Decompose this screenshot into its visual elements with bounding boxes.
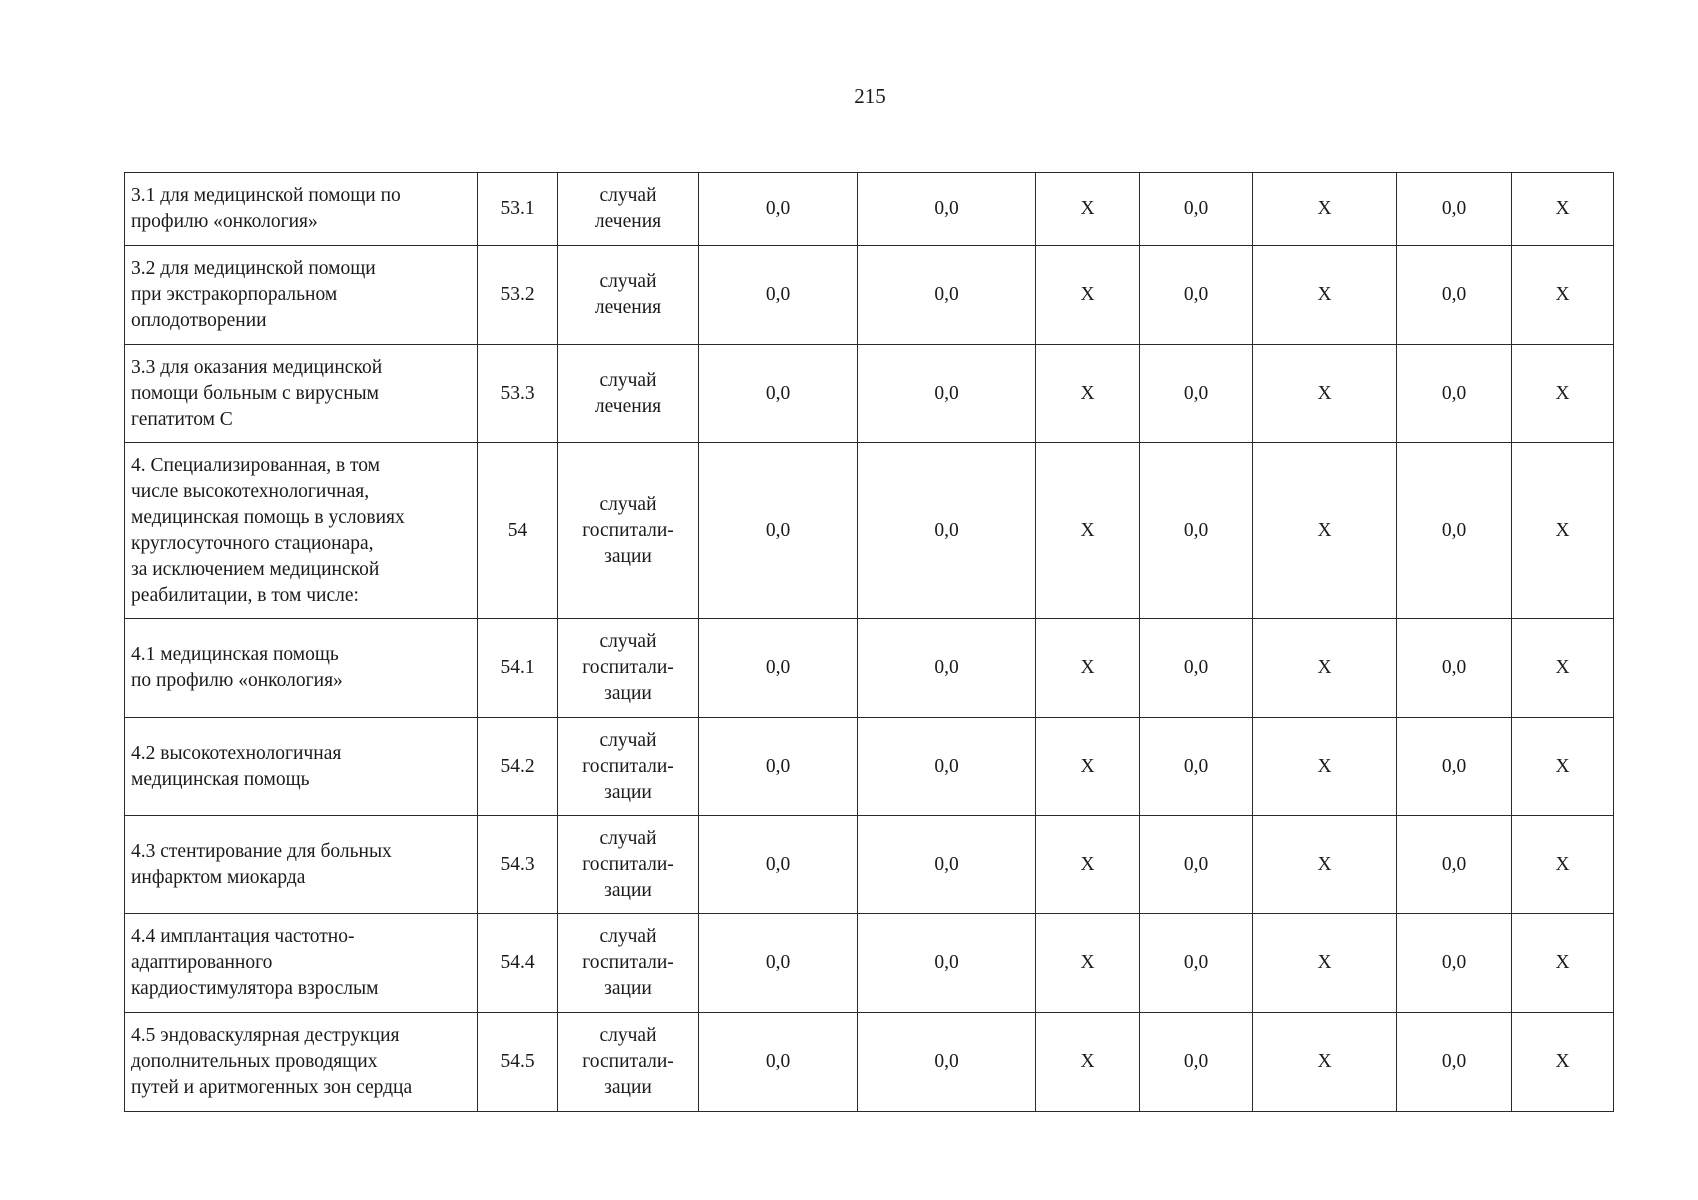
value-cell: X <box>1253 619 1397 718</box>
value-cell: 0,0 <box>858 619 1036 718</box>
value-cell: 0,0 <box>1140 345 1253 443</box>
value-cell: X <box>1036 914 1140 1013</box>
row-unit: случай госпитали- зации <box>558 816 699 914</box>
value-cell: 0,0 <box>1140 246 1253 345</box>
row-code: 54 <box>478 443 558 619</box>
value-cell: X <box>1512 345 1614 443</box>
value-cell: 0,0 <box>1397 173 1512 246</box>
table-row <box>125 443 1614 619</box>
value-cell: X <box>1036 619 1140 718</box>
value-cell: 0,0 <box>1140 914 1253 1013</box>
value-cell: X <box>1512 914 1614 1013</box>
value-cell: 0,0 <box>858 246 1036 345</box>
value-cell: X <box>1512 619 1614 718</box>
row-name: 3.2 для медицинской помощи при экстракорпоральном оплодотворении <box>125 246 478 345</box>
value-cell: 0,0 <box>858 914 1036 1013</box>
row-name: 4.2 высокотехнологичная медицинская помощь <box>125 718 478 816</box>
value-cell: X <box>1253 1013 1397 1112</box>
value-cell: 0,0 <box>1140 1013 1253 1112</box>
row-unit: случай лечения <box>558 345 699 443</box>
row-name: 4.3 стентирование для больных инфарктом миокарда <box>125 816 478 914</box>
value-cell: X <box>1253 246 1397 345</box>
row-unit: случай лечения <box>558 173 699 246</box>
value-cell: 0,0 <box>1140 173 1253 246</box>
table-row <box>125 816 1614 914</box>
value-cell: X <box>1036 718 1140 816</box>
value-cell: 0,0 <box>1140 619 1253 718</box>
row-name: 4.5 эндоваскулярная деструкция дополнительных проводящих путей и аритмогенных зон сердца <box>125 1013 478 1112</box>
value-cell: X <box>1253 718 1397 816</box>
value-cell: 0,0 <box>1397 718 1512 816</box>
value-cell: 0,0 <box>1397 246 1512 345</box>
value-cell: 0,0 <box>699 443 858 619</box>
value-cell: X <box>1253 914 1397 1013</box>
row-unit: случай госпитали- зации <box>558 443 699 619</box>
table-row <box>125 619 1614 718</box>
row-code: 53.2 <box>478 246 558 345</box>
row-unit: случай госпитали- зации <box>558 914 699 1013</box>
table-row <box>125 345 1614 443</box>
value-cell: 0,0 <box>1140 443 1253 619</box>
value-cell: 0,0 <box>1397 1013 1512 1112</box>
value-cell: 0,0 <box>699 246 858 345</box>
value-cell: 0,0 <box>1397 619 1512 718</box>
row-code: 54.1 <box>478 619 558 718</box>
row-unit: случай госпитали- зации <box>558 1013 699 1112</box>
row-code: 54.4 <box>478 914 558 1013</box>
row-unit: случай госпитали- зации <box>558 619 699 718</box>
value-cell: 0,0 <box>699 173 858 246</box>
table-row <box>125 914 1614 1013</box>
value-cell: 0,0 <box>699 718 858 816</box>
value-cell: 0,0 <box>858 1013 1036 1112</box>
value-cell: 0,0 <box>699 619 858 718</box>
value-cell: 0,0 <box>699 914 858 1013</box>
table-row <box>125 718 1614 816</box>
row-code: 54.3 <box>478 816 558 914</box>
value-cell: 0,0 <box>699 816 858 914</box>
value-cell: 0,0 <box>1397 443 1512 619</box>
row-code: 54.2 <box>478 718 558 816</box>
value-cell: 0,0 <box>1140 718 1253 816</box>
value-cell: 0,0 <box>858 173 1036 246</box>
value-cell: 0,0 <box>858 718 1036 816</box>
value-cell: X <box>1512 443 1614 619</box>
table-row <box>125 173 1614 246</box>
value-cell: X <box>1512 246 1614 345</box>
value-cell: 0,0 <box>1397 914 1512 1013</box>
value-cell: 0,0 <box>858 345 1036 443</box>
value-cell: X <box>1253 345 1397 443</box>
value-cell: 0,0 <box>858 443 1036 619</box>
value-cell: 0,0 <box>699 1013 858 1112</box>
row-name: 4. Специализированная, в том числе высокотехнологичная, медицинская помощь в условиях круглосуточного стационара, за исключением медицинской реабилитации, в том числе: <box>125 443 478 619</box>
row-name: 4.1 медицинская помощь по профилю «онкология» <box>125 619 478 718</box>
row-code: 53.3 <box>478 345 558 443</box>
table-row <box>125 1013 1614 1112</box>
value-cell: X <box>1512 173 1614 246</box>
data-table <box>124 172 1614 1112</box>
row-name: 3.1 для медицинской помощи по профилю «онкология» <box>125 173 478 246</box>
table-row <box>125 246 1614 345</box>
value-cell: 0,0 <box>1397 816 1512 914</box>
row-name: 3.3 для оказания медицинской помощи больным с вирусным гепатитом С <box>125 345 478 443</box>
value-cell: X <box>1036 246 1140 345</box>
page-number: 215 <box>854 84 886 108</box>
value-cell: X <box>1036 443 1140 619</box>
value-cell: X <box>1253 173 1397 246</box>
value-cell: X <box>1036 173 1140 246</box>
value-cell: X <box>1036 1013 1140 1112</box>
value-cell: X <box>1512 1013 1614 1112</box>
value-cell: X <box>1036 816 1140 914</box>
row-name: 4.4 имплантация частотно- адаптированного кардиостимулятора взрослым <box>125 914 478 1013</box>
value-cell: 0,0 <box>1140 816 1253 914</box>
row-unit: случай лечения <box>558 246 699 345</box>
value-cell: X <box>1253 443 1397 619</box>
value-cell: 0,0 <box>1397 345 1512 443</box>
row-code: 54.5 <box>478 1013 558 1112</box>
value-cell: X <box>1512 718 1614 816</box>
row-code: 53.1 <box>478 173 558 246</box>
row-unit: случай госпитали- зации <box>558 718 699 816</box>
value-cell: 0,0 <box>858 816 1036 914</box>
value-cell: X <box>1036 345 1140 443</box>
value-cell: 0,0 <box>699 345 858 443</box>
value-cell: X <box>1253 816 1397 914</box>
value-cell: X <box>1512 816 1614 914</box>
